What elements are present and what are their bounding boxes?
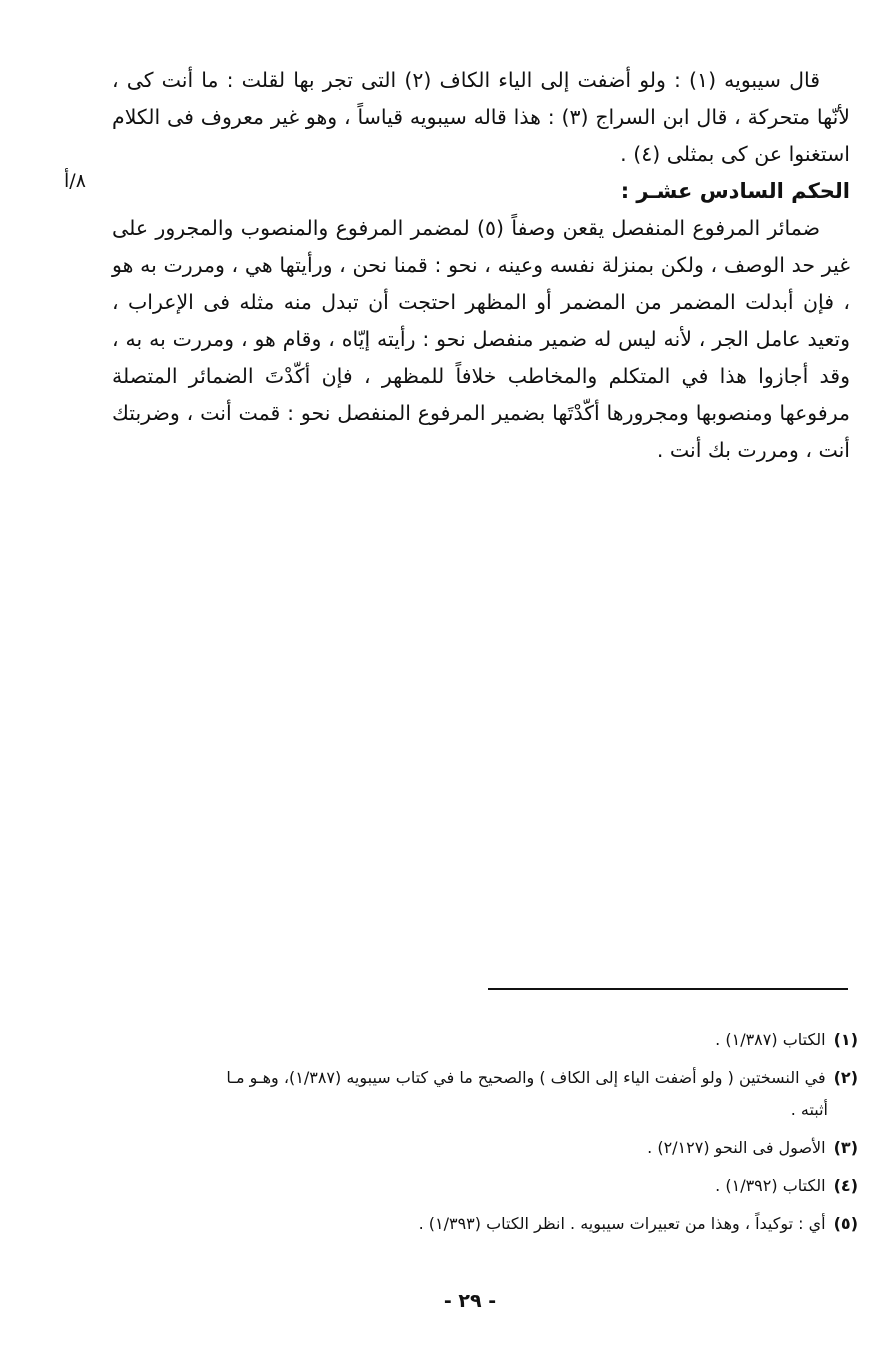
footnote-text: الكتاب (١/٣٩٢) . [715,1176,826,1195]
footnote-5 [112,1208,858,1240]
footnote-1 [112,1024,858,1056]
paragraph-1: قال سيبويه (١) : ولو أضفت إلى الياء الكاف (٢) التى تجر بها لقلت : ما أنت كى ، لأنّها متحركة ، قال ابن السراج (٣) : هذا قاله سيبويه قياساً ، وهو غير معروف فى الكلام استغنوا عن كى بمثلى (٤) . [112,68,850,166]
footnote-continuation: أثبته . [790,1100,828,1119]
margin-folio-note: ٨/أ [64,170,86,192]
footnote-text: الكتاب (١/٣٨٧) . [715,1030,826,1049]
footnote-number: (٤) [833,1176,858,1195]
footnote-text: أي : توكيداً ، وهذا من تعبيرات سيبويه . انظر الكتاب (١/٣٩٣) . [418,1214,826,1233]
footnote-3 [112,1132,858,1164]
footnote-number: (٥) [833,1214,858,1233]
footnote-number: (١) [833,1030,858,1049]
paragraph-2: ضمائر المرفوع المنفصل يقعن وصفاً (٥) لمضمر المرفوع والمنصوب والمجرور على غير حد الوصف ، ولكن بمنزلة نفسه وعينه ، نحو : قمنا نحن ، ورأيتها هي ، ومررت به هو ، فإن أبدلت المضمر من المضمر أو المظهر احتجت أن تبدل منه مثله فى الإعراب ، وتعيد عامل الجر ، لأنه ليس له ضمير منفصل نحو : رأيته إيّاه ، وقام هو ، ومررت به به ، وقد أجازوا هذا في المتكلم والمخاطب خلافاً للمظهر ، فإن أكّدْتَ الضمائر المتصلة مرفوعها ومنصوبها ومجرورها أكّدْتَها بضمير المرفوع المنفصل نحو : قمت أنت ، وضربتك أنت ، ومررت بك أنت . [112,216,850,462]
main-text [112,62,850,469]
footnote-number: (٣) [833,1138,858,1157]
footnote-4 [112,1170,858,1202]
footnote-text: الأصول فى النحو (٢/١٢٧) . [647,1138,826,1157]
section-heading: الحكم السادس عشـر : [620,179,850,203]
footnote-separator [488,988,848,990]
page-number: - ٢٩ - [443,1290,497,1312]
footnote-number: (٢) [833,1068,858,1087]
footnote-2 [112,1062,858,1126]
footnote-text: في النسختين ( ولو أضفت الياء إلى الكاف ) والصحيح ما في كتاب سيبويه (١/٣٨٧)، وهـو مـا [226,1068,826,1087]
footnotes [112,1024,858,1246]
